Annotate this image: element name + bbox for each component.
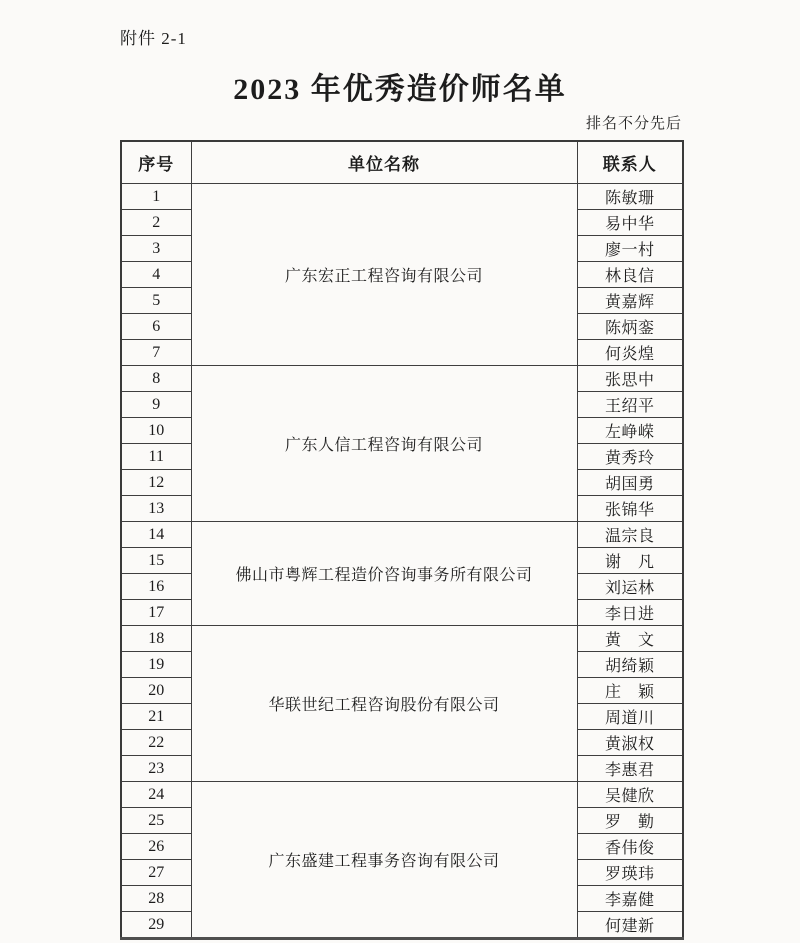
attachment-label: 附件 2-1 <box>120 29 187 48</box>
company-name-cell: 华联世纪工程咨询股份有限公司 <box>191 626 577 782</box>
contact-name-cell: 黄 文 <box>577 626 683 652</box>
row-number-cell: 28 <box>121 886 191 912</box>
contact-name-cell: 香伟俊 <box>577 834 683 860</box>
row-number-cell: 24 <box>121 782 191 808</box>
contact-name-cell: 林良信 <box>577 262 683 288</box>
row-number-cell: 27 <box>121 860 191 886</box>
contact-name-cell: 罗瑛玮 <box>577 860 683 886</box>
contact-name-cell: 刘运林 <box>577 574 683 600</box>
row-number-cell: 10 <box>121 418 191 444</box>
table-row <box>121 366 683 392</box>
row-number-cell: 13 <box>121 496 191 522</box>
contact-name-cell: 谢 凡 <box>577 548 683 574</box>
contact-name-cell: 罗 勤 <box>577 808 683 834</box>
contact-name-cell: 何建新 <box>577 912 683 939</box>
row-number-cell: 6 <box>121 314 191 340</box>
row-number-cell: 14 <box>121 522 191 548</box>
row-number-cell: 20 <box>121 678 191 704</box>
table-header-row <box>121 141 683 184</box>
row-number-cell: 29 <box>121 912 191 939</box>
company-name-cell: 广东盛建工程事务咨询有限公司 <box>191 782 577 939</box>
header-company: 单位名称 <box>191 141 577 184</box>
contact-name-cell: 左峥嵘 <box>577 418 683 444</box>
header-contact: 联系人 <box>577 141 683 184</box>
row-number-cell: 15 <box>121 548 191 574</box>
contact-name-cell: 李日进 <box>577 600 683 626</box>
contact-name-cell: 易中华 <box>577 210 683 236</box>
contact-name-cell: 李惠君 <box>577 756 683 782</box>
contact-name-cell: 周道川 <box>577 704 683 730</box>
table-row <box>121 522 683 548</box>
row-number-cell: 22 <box>121 730 191 756</box>
header-index: 序号 <box>121 141 191 184</box>
row-number-cell: 21 <box>121 704 191 730</box>
row-number-cell: 2 <box>121 210 191 236</box>
contact-name-cell: 张锦华 <box>577 496 683 522</box>
contact-name-cell: 黄秀玲 <box>577 444 683 470</box>
table-header-row <box>121 141 683 184</box>
row-number-cell: 8 <box>121 366 191 392</box>
table-row <box>121 184 683 210</box>
row-number-cell: 23 <box>121 756 191 782</box>
contact-name-cell: 胡国勇 <box>577 470 683 496</box>
row-number-cell: 11 <box>121 444 191 470</box>
row-number-cell: 5 <box>121 288 191 314</box>
table-body <box>121 184 683 939</box>
row-number-cell: 17 <box>121 600 191 626</box>
contact-name-cell: 王绍平 <box>577 392 683 418</box>
row-number-cell: 9 <box>121 392 191 418</box>
contact-name-cell: 黄嘉辉 <box>577 288 683 314</box>
contact-name-cell: 吴健欣 <box>577 782 683 808</box>
company-name-cell: 佛山市粤辉工程造价咨询事务所有限公司 <box>191 522 577 626</box>
company-name-cell: 广东宏正工程咨询有限公司 <box>191 184 577 366</box>
row-number-cell: 18 <box>121 626 191 652</box>
page-title: 2023 年优秀造价师名单 <box>233 73 567 106</box>
contact-name-cell: 何炎煌 <box>577 340 683 366</box>
contact-name-cell: 温宗良 <box>577 522 683 548</box>
contact-name-cell: 张思中 <box>577 366 683 392</box>
row-number-cell: 3 <box>121 236 191 262</box>
contact-name-cell: 黄淑权 <box>577 730 683 756</box>
row-number-cell: 7 <box>121 340 191 366</box>
contact-name-cell: 陈炳銮 <box>577 314 683 340</box>
row-number-cell: 25 <box>121 808 191 834</box>
table-row <box>121 626 683 652</box>
row-number-cell: 1 <box>121 184 191 210</box>
ranking-note: 排名不分先后 <box>585 116 682 132</box>
contact-name-cell: 胡绮颖 <box>577 652 683 678</box>
row-number-cell: 4 <box>121 262 191 288</box>
row-number-cell: 16 <box>121 574 191 600</box>
contact-name-cell: 陈敏珊 <box>577 184 683 210</box>
contact-name-cell: 庄 颖 <box>577 678 683 704</box>
row-number-cell: 19 <box>121 652 191 678</box>
company-name-cell: 广东人信工程咨询有限公司 <box>191 366 577 522</box>
roster-table <box>120 140 684 940</box>
table-row <box>121 782 683 808</box>
contact-name-cell: 廖一村 <box>577 236 683 262</box>
contact-name-cell: 李嘉健 <box>577 886 683 912</box>
row-number-cell: 26 <box>121 834 191 860</box>
row-number-cell: 12 <box>121 470 191 496</box>
